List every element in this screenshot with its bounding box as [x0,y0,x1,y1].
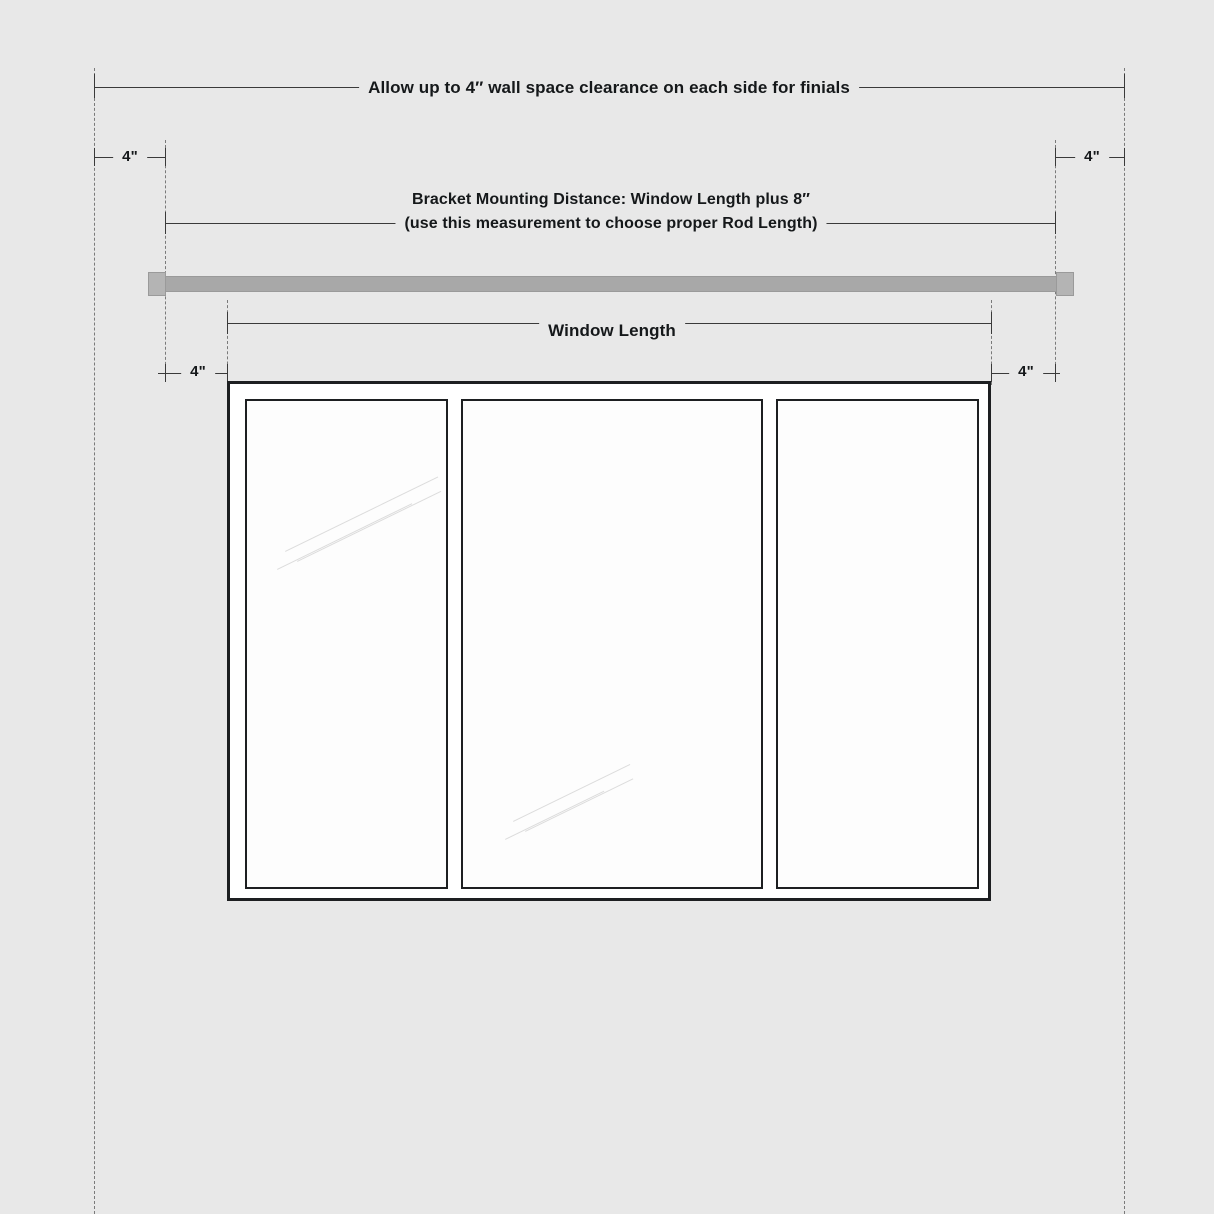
guide-line-left-bracket [165,140,166,380]
glass-reflection-streak [297,491,441,562]
glass-reflection-streak [513,764,630,822]
curtain-rod-finial-left [148,272,166,296]
window-pane-left [245,399,448,889]
dim-tick-upper-right-b [1124,148,1125,166]
glass-reflection-streak [285,476,438,551]
three-pane-window [227,381,991,901]
dim-tick-top-left [94,74,95,98]
curtain-rod [160,276,1062,292]
guide-line-right-outer [1124,68,1125,1214]
window-pane-center [461,399,763,889]
dim-tick-upper-left-b [165,148,166,166]
top-clearance-label: Allow up to 4″ wall space clearance on each side for finials [359,78,859,98]
dim-tick-top-right [1124,74,1125,98]
clearance-label-upper-right: 4" [1075,148,1109,165]
dim-tick-bracket-right [1055,212,1056,234]
bracket-distance-label-line2: (use this measurement to choose proper Rod Length) [395,212,826,236]
dim-tick-window-right [991,312,992,334]
guide-line-right-bracket [1055,140,1056,380]
window-pane-right [776,399,979,889]
clearance-label-lower-left: 4" [181,363,215,380]
guide-line-left-outer [94,68,95,1214]
clearance-label-lower-right: 4" [1009,363,1043,380]
curtain-rod-finial-right [1056,272,1074,296]
glass-reflection-streak [525,778,633,832]
bracket-distance-label-line1: Bracket Mounting Distance: Window Length plus 8″ [403,188,819,212]
clearance-label-upper-left: 4" [113,148,147,165]
window-length-label: Window Length [539,321,685,341]
dim-tick-lower-left-b [227,364,228,382]
